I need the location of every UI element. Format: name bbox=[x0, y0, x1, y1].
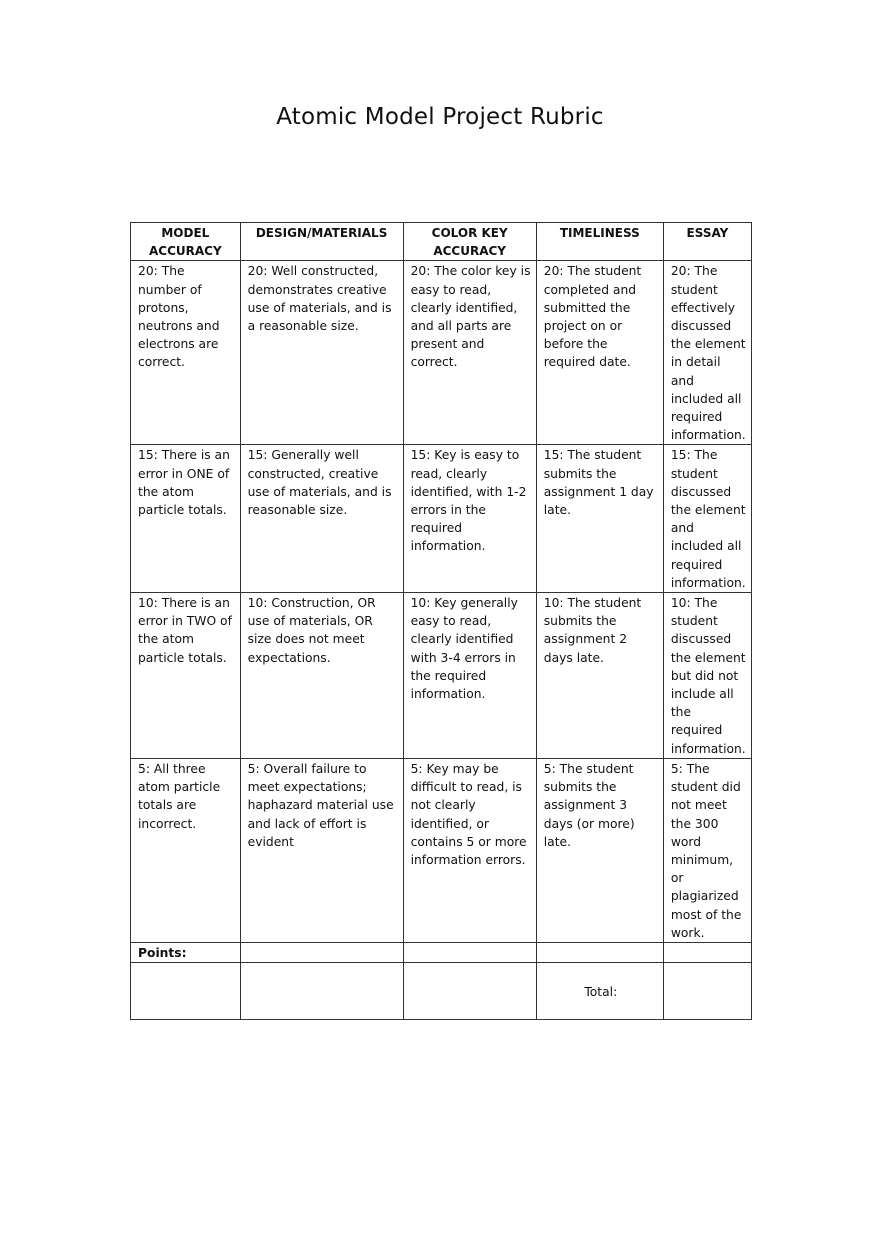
header-design-materials: DESIGN/MATERIALS bbox=[240, 223, 403, 261]
cell: 10: Key generally easy to read, clearly identified with 3-4 errors in the required information. bbox=[403, 593, 536, 759]
total-value-cell[interactable] bbox=[663, 963, 751, 1020]
cell: 15: Generally well constructed, creative use of materials, and is reasonable size. bbox=[240, 445, 403, 593]
cell: 15: Key is easy to read, clearly identified, with 1-2 errors in the required information. bbox=[403, 445, 536, 593]
points-cell-timeliness[interactable] bbox=[536, 942, 663, 962]
header-timeliness: TIMELINESS bbox=[536, 223, 663, 261]
cell: 20: The number of protons, neutrons and electrons are correct. bbox=[131, 261, 241, 445]
cell: 10: Construction, OR use of materials, OR size does not meet expectations. bbox=[240, 593, 403, 759]
table-row bbox=[131, 261, 752, 445]
header-color-key-accuracy: COLOR KEY ACCURACY bbox=[403, 223, 536, 261]
rubric-table bbox=[130, 222, 752, 1020]
cell: 5: Key may be difficult to read, is not clearly identified, or contains 5 or more information errors. bbox=[403, 758, 536, 942]
cell: 10: There is an error in TWO of the atom particle totals. bbox=[131, 593, 241, 759]
points-cell-essay[interactable] bbox=[663, 942, 751, 962]
header-row bbox=[131, 223, 752, 261]
cell: 15: The student submits the assignment 1 day late. bbox=[536, 445, 663, 593]
cell: 5: Overall failure to meet expectations; haphazard material use and lack of effort is evident bbox=[240, 758, 403, 942]
blank-cell bbox=[131, 963, 241, 1020]
page-title: Atomic Model Project Rubric bbox=[276, 104, 604, 130]
cell: 20: The color key is easy to read, clearly identified, and all parts are present and correct. bbox=[403, 261, 536, 445]
total-row bbox=[131, 963, 752, 1020]
cell: 20: Well constructed, demonstrates creative use of materials, and is a reasonable size. bbox=[240, 261, 403, 445]
blank-cell bbox=[240, 963, 403, 1020]
cell: 15: There is an error in ONE of the atom particle totals. bbox=[131, 445, 241, 593]
table-row bbox=[131, 758, 752, 942]
header-model-accuracy: MODEL ACCURACY bbox=[131, 223, 241, 261]
cell: 5: The student did not meet the 300 word minimum, or plagiarized most of the work. bbox=[663, 758, 751, 942]
table-row bbox=[131, 445, 752, 593]
blank-cell bbox=[403, 963, 536, 1020]
points-cell-design[interactable] bbox=[240, 942, 403, 962]
cell: 5: The student submits the assignment 3 days (or more) late. bbox=[536, 758, 663, 942]
cell: 10: The student submits the assignment 2 days late. bbox=[536, 593, 663, 759]
cell: 20: The student effectively discussed the element in detail and included all required information. bbox=[663, 261, 751, 445]
table-row bbox=[131, 593, 752, 759]
header-essay: ESSAY bbox=[663, 223, 751, 261]
cell: 15: The student discussed the element and included all required information. bbox=[663, 445, 751, 593]
cell: 10: The student discussed the element but did not include all the required information. bbox=[663, 593, 751, 759]
points-row bbox=[131, 942, 752, 962]
total-label: Total: bbox=[536, 963, 663, 1020]
cell: 5: All three atom particle totals are incorrect. bbox=[131, 758, 241, 942]
points-cell-color-key[interactable] bbox=[403, 942, 536, 962]
cell: 20: The student completed and submitted the project on or before the required date. bbox=[536, 261, 663, 445]
points-label: Points: bbox=[131, 942, 241, 962]
